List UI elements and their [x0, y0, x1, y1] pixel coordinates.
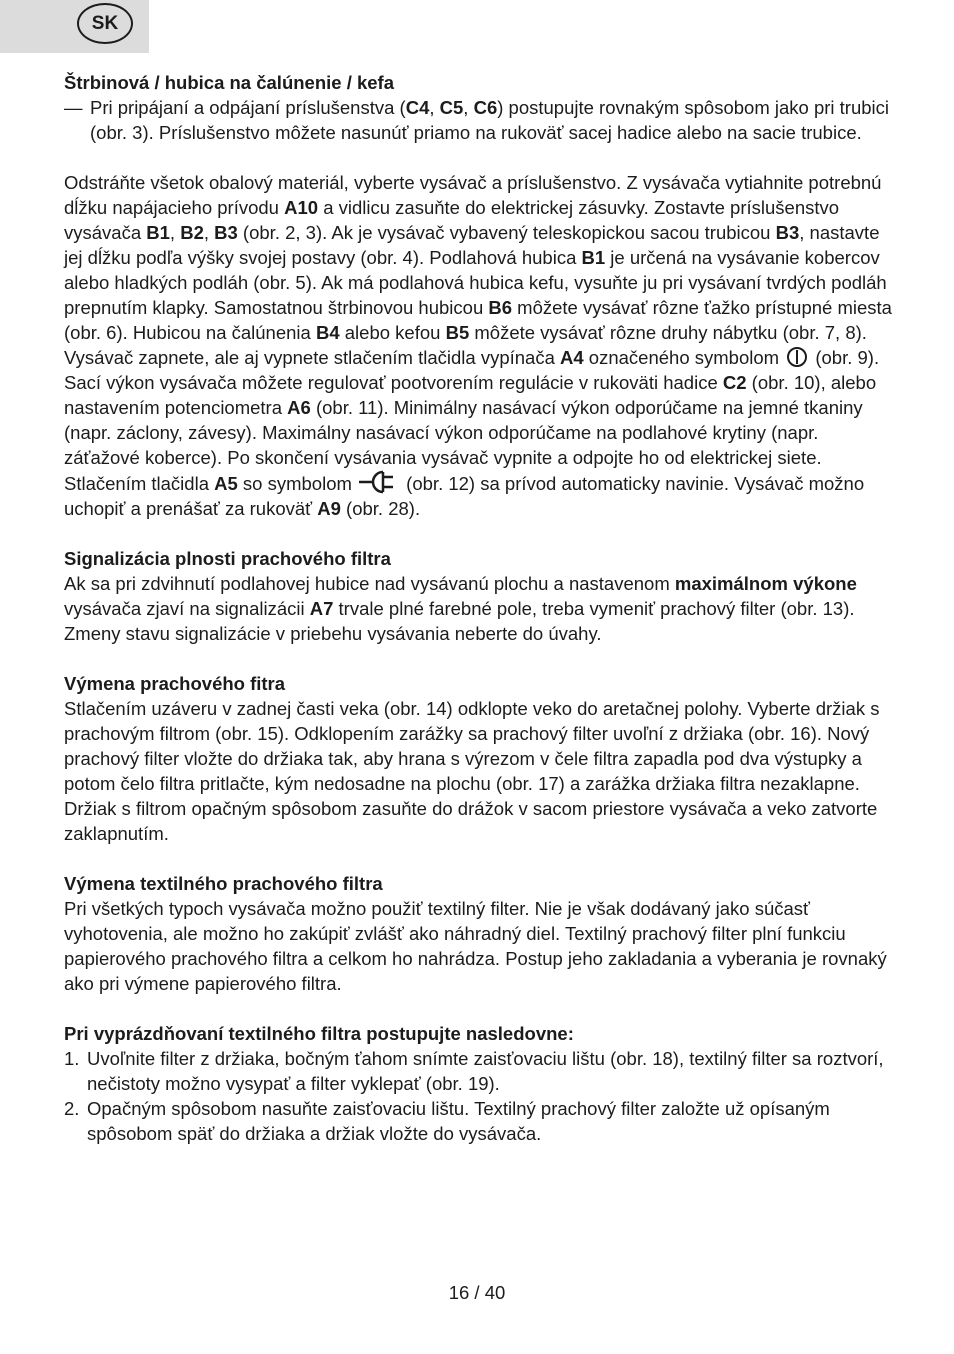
- page-content: [64, 70, 894, 1171]
- item-text: Opačným spôsobom nasuňte zaisťovaciu lištu. Textilný prachový filter založte už opísaným spôsobom späť do držiaka a držiak vložte do vysávača.: [87, 1098, 830, 1144]
- numbered-list-item: [64, 1096, 894, 1146]
- part-code: B3: [775, 222, 800, 243]
- part-code: C2: [722, 372, 747, 393]
- section-heading: Signalizácia plnosti prachového filtra: [64, 548, 391, 569]
- text-run: a vidlicu zasuňte do elektrickej zásuvky. Zostavte príslušenstvo vysávača: [64, 197, 840, 243]
- text-run: so symbolom: [237, 473, 352, 494]
- text-run: vysávača zjaví na signalizácii: [64, 598, 310, 619]
- text-run: (obr. 11). Minimálny nasávací výkon odporúčame na jemné tkaniny (napr. záclony, závesy). Maximálny nasávací výkon odporúčame na podlahové krytiny (napr. záťažové koberce). Po skončení vysávania vysávač vypnite a odpojte ho od elektrickej siete. Stlačením tlačidla: [64, 397, 863, 494]
- text-run: (obr. 2, 3). Ak je vysávač vybavený teleskopickou sacou trubicou: [237, 222, 776, 243]
- part-code: B4: [315, 322, 340, 343]
- item-number: 1.: [64, 1048, 80, 1069]
- filter-replace-paragraph: Stlačením uzáveru v zadnej časti veka (obr. 14) odklopte veko do aretačnej polohy. Vyberte držiak s prachovým filtrom (obr. 15). Odklopením zarážky sa prachový filter uvoľní z držiaka (obr. 16). Nový prachový filter vložte do držiaka tak, aby hrana s výrezom v čele filtra zapadla pod dva výstupky a potom čelo filtra pritlačte, kým nedosadne na plochu (obr. 17) a zarážka držiaka filtra nezaklapne. Držiak s filtrom opačným spôsobom zasuňte do drážok v sacom priestore vysávača a veko zatvorte zaklapnutím.: [64, 698, 880, 844]
- text-run: ,: [429, 97, 440, 118]
- text-run: je určená na vysávanie kobercov alebo hladkých podláh (obr. 5). Ak má podlahová hubica kefu, vysuňte ju pri vysávaní tvrdých podláh prepnutím klapky. Samostatnou štrbinovou hubicou: [64, 247, 887, 318]
- text-run: ,: [463, 97, 474, 118]
- part-code: B3: [214, 222, 238, 243]
- textile-filter-paragraph: Pri všetkých typoch vysávača možno použiť textilný filter. Nie je však dodávaný jako súčasť vyhotovenia, ale možno ho zakúpiť zvlášť ako náhradný diel. Textilný prachový filter plní funkciu papierového prachového filtra a celkom ho nahrádza. Postup jeho zakladania a vyberania je rovnaký ako pri výmene papierového filtra.: [64, 898, 887, 994]
- text-run: (obr. 12) sa prívod automaticky navinie. Vysávač možno uchopiť a prenášať za rukoväť: [64, 473, 865, 519]
- section-emptying: [64, 1021, 894, 1146]
- usage-paragraph: [64, 170, 894, 521]
- item-text: Uvoľnite filter z držiaka, bočným ťahom snímte zaisťovaciu lištu (obr. 18), textilný filter sa roztvorí, nečistoty možno vysypať a filter vyklepať (obr. 19).: [87, 1048, 884, 1094]
- part-code: B1: [581, 247, 606, 268]
- part-code: A5: [214, 473, 238, 494]
- bold-phrase: maximálnom výkone: [674, 573, 857, 594]
- language-badge: SK: [77, 3, 133, 44]
- numbered-list-item: [64, 1046, 894, 1096]
- text-run: (obr. 9). Sací výkon vysávača môžete regulovať pootvorením regulácie v rukoväti hadice: [64, 347, 880, 393]
- text-run: môžete vysávať rôzne druhy nábytku (obr. 7, 8). Vysávač zapnete, ale aj vypnete stlačením tlačidla vypínača: [64, 322, 867, 368]
- language-tab: [0, 0, 149, 53]
- part-code: C6: [473, 97, 498, 118]
- filter-signal-paragraph: [64, 571, 894, 646]
- text-run: označeného symbolom: [583, 347, 780, 368]
- section-heading: Pri vyprázdňovaní textilného filtra postupujte nasledovne:: [64, 1023, 574, 1044]
- section-filter-replace: [64, 671, 894, 846]
- part-code: A9: [317, 498, 341, 519]
- part-code: A10: [284, 197, 319, 218]
- item-number: 2.: [64, 1098, 80, 1119]
- part-code: A6: [287, 397, 311, 418]
- text-run: , nastavte jej dĺžku podľa výšky svojej postavy (obr. 4). Podlahová hubica: [64, 222, 880, 268]
- power-icon: [786, 346, 808, 368]
- text-run: Pri pripájaní a odpájaní príslušenstva (: [90, 97, 406, 118]
- part-code: A7: [309, 598, 334, 619]
- part-code: B5: [445, 322, 470, 343]
- part-code: A4: [560, 347, 584, 368]
- section-usage: [64, 170, 894, 521]
- text-run: (obr. 28).: [340, 498, 421, 519]
- page-number: 16 / 40: [448, 1282, 506, 1303]
- text-run: ) postupujte rovnakým spôsobom jako pri trubici (obr. 3). Príslušenstvo môžete nasunúť priamo na rukoväť sacej hadice alebo na sacie trubice.: [90, 97, 889, 143]
- text-run: ,: [169, 222, 181, 243]
- part-code: B1: [146, 222, 170, 243]
- text-run: môžete vysávať rôzne ťažko prístupné miesta (obr. 6). Hubicou na čalúnenia: [64, 297, 892, 343]
- section-textile-filter: [64, 871, 894, 996]
- text-run: Ak sa pri zdvihnutí podlahovej hubice nad vysávanú plochu a nastavenom: [64, 573, 675, 594]
- section-heading: Výmena prachového fitra: [64, 673, 286, 694]
- dash-marker: —: [64, 97, 83, 118]
- section-heading: Štrbinová / hubica na čalúnenie / kefa: [64, 72, 395, 93]
- section-attachments: [64, 70, 894, 145]
- part-code: C5: [439, 97, 464, 118]
- cord-rewind-icon: [359, 470, 399, 494]
- part-code: C4: [405, 97, 430, 118]
- dash-list-item: [64, 95, 894, 145]
- text-run: (obr. 10), alebo nastavením potenciometra: [64, 372, 877, 418]
- text-run: Odstráňte všetok obalový materiál, vyberte vysávač a príslušenstvo. Z vysávača vytiahnite potrebnú dĺžku napájacieho prívodu: [64, 172, 882, 218]
- part-code: B6: [488, 297, 513, 318]
- text-run: trvale plné farebné pole, treba vymeniť prachový filter (obr. 13). Zmeny stavu signalizácie v priebehu vysávania neberte do úvahy.: [64, 598, 855, 644]
- text-run: alebo kefou: [339, 322, 446, 343]
- section-heading: Výmena textilného prachového filtra: [64, 873, 383, 894]
- text-run: ,: [203, 222, 215, 243]
- part-code: B2: [180, 222, 204, 243]
- section-filter-signal: [64, 546, 894, 646]
